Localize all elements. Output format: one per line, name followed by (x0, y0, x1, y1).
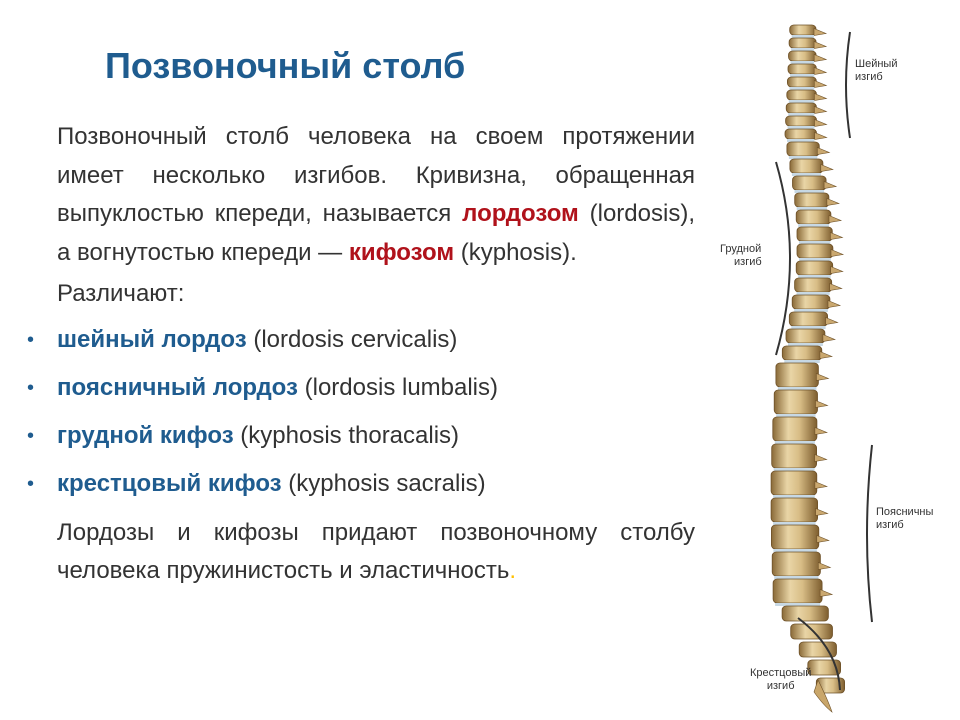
label-cervical: Шейный изгиб (855, 58, 898, 83)
intro-text-1: Позвоночный столб человека на своем протяжении имеет несколько изгибов. Кривизна, обращенная выпуклостью кпереди, называется (57, 123, 695, 227)
list-item (0, 460, 700, 508)
vertebra (790, 159, 823, 173)
page-title: Позвоночный столб (105, 45, 466, 86)
vertebra (773, 417, 817, 441)
vertebra (774, 390, 817, 414)
intervertebral-disc (773, 549, 816, 552)
vertebra-process (816, 401, 828, 408)
intervertebral-disc (792, 173, 821, 176)
intervertebral-disc (788, 113, 814, 116)
vertebra (790, 25, 816, 35)
list-term: крестцовый кифоз (57, 469, 282, 497)
vertebra (789, 312, 827, 326)
vertebra (797, 227, 832, 241)
vertebra (771, 498, 818, 522)
vertebra (796, 210, 831, 224)
vertebra-process (816, 374, 828, 381)
outro-paragraph (57, 514, 695, 591)
vertebra-process (814, 29, 826, 36)
intervertebral-disc (794, 309, 828, 312)
bullet-icon: • (27, 376, 35, 399)
vertebra (782, 606, 828, 621)
intervertebral-disc (774, 468, 815, 471)
vertebra (772, 444, 817, 468)
vertebra-process (814, 107, 826, 114)
intervertebral-disc (799, 258, 831, 261)
distinguish-label: Различают: (57, 280, 185, 307)
intervertebral-disc (773, 522, 816, 525)
vertebra (789, 51, 817, 61)
main-text (0, 118, 700, 591)
list-latin: (lordosis cervicalis) (246, 325, 458, 353)
list-term: шейный лордоз (57, 325, 247, 353)
vertebra-process (816, 509, 828, 516)
vertebra-process (827, 199, 839, 206)
vertebra-process (817, 148, 829, 155)
intervertebral-disc (773, 495, 815, 498)
vertebra (785, 129, 817, 139)
bullet-icon: • (27, 472, 35, 495)
list-latin: (kyphosis thoracalis) (233, 421, 460, 449)
vertebra-process (814, 55, 826, 62)
vertebra-process (815, 482, 827, 489)
intervertebral-disc (795, 190, 825, 193)
vertebra (782, 346, 822, 360)
label-lumbar: Поясничны изгиб (876, 506, 934, 531)
intervertebral-disc (797, 292, 830, 295)
intervertebral-disc (789, 87, 814, 90)
vertebra (795, 278, 832, 292)
list-term: грудной кифоз (57, 421, 234, 449)
list-item (0, 412, 700, 460)
intro-text-3: (kyphosis). (454, 238, 577, 266)
vertebra (789, 38, 816, 48)
outro-text: Лордозы и кифозы придают позвоночному столбу человека пружинистость и эластичность (57, 518, 695, 584)
vertebra-process (820, 352, 832, 359)
vertebra (786, 116, 817, 126)
vertebra (787, 90, 817, 100)
intro-paragraph (57, 118, 695, 272)
intervertebral-disc (775, 603, 820, 606)
vertebra (786, 329, 825, 343)
intervertebral-disc (797, 207, 827, 210)
vertebra-process (830, 284, 842, 291)
intervertebral-disc (799, 241, 830, 244)
vertebra (795, 193, 829, 207)
vertebra (791, 624, 833, 639)
vertebra (793, 176, 827, 190)
vertebra (796, 261, 833, 275)
vertebra (787, 77, 816, 87)
list-term: поясничный лордоз (57, 373, 298, 401)
label-thoracic: Грудной изгиб (720, 243, 762, 268)
term-lordosis: лордозом (462, 200, 579, 227)
bullet-icon: • (27, 328, 35, 351)
vertebra (773, 579, 822, 603)
vertebra-process (814, 81, 826, 88)
intervertebral-disc (798, 224, 829, 227)
vertebra-process (830, 233, 842, 240)
vertebra-process (820, 590, 832, 597)
intervertebral-disc (788, 343, 823, 346)
intro-text-2: (lordosis), а вогнутостью кпереди — (57, 200, 695, 266)
intervertebral-disc (792, 35, 814, 38)
vertebra (776, 363, 819, 387)
vertebra (787, 142, 819, 156)
vertebra-process (817, 536, 829, 543)
intervertebral-disc (788, 126, 815, 129)
vertebra (771, 525, 818, 549)
intervertebral-disc (791, 326, 825, 329)
cervical-bracket (846, 32, 850, 138)
vertebra-process (821, 165, 833, 172)
list-latin: (lordosis lumbalis) (297, 373, 499, 401)
label-sacral: Крестцовый изгиб (750, 667, 812, 692)
thoracic-bracket (776, 162, 790, 355)
vertebra-process (823, 335, 835, 342)
vertebra-process (815, 120, 827, 127)
vertebra-process (815, 133, 827, 140)
intervertebral-disc (776, 414, 815, 417)
vertebra (771, 471, 817, 495)
vertebra (786, 103, 816, 113)
lumbar-bracket (867, 445, 872, 622)
intervertebral-disc (791, 48, 814, 51)
term-kyphosis: кифозом (348, 238, 455, 266)
vertebra-process (818, 563, 830, 570)
vertebra-process (824, 182, 836, 189)
outro-dot: . (509, 557, 517, 584)
intervertebral-disc (778, 387, 817, 390)
vertebra-process (826, 318, 838, 325)
intervertebral-disc (784, 360, 820, 363)
intervertebral-disc (787, 139, 815, 142)
vertebra-process (814, 94, 826, 101)
intervertebral-disc (789, 156, 817, 159)
vertebra (797, 244, 833, 258)
intervertebral-disc (789, 100, 815, 103)
list-item (0, 316, 700, 364)
spine-image (700, 0, 960, 720)
spine-illustration (700, 0, 960, 720)
curves-list (0, 316, 700, 508)
vertebra-process (815, 455, 827, 462)
intervertebral-disc (798, 275, 831, 278)
bullet-icon: • (27, 424, 35, 447)
vertebra-process (829, 216, 841, 223)
vertebra (772, 552, 820, 576)
vertebra-process (814, 42, 826, 49)
vertebra (788, 64, 816, 74)
vertebra-process (815, 428, 827, 435)
vertebra (792, 295, 830, 309)
vertebra-process (814, 68, 826, 75)
intervertebral-disc (790, 74, 814, 77)
vertebra-process (828, 301, 840, 308)
intervertebral-disc (774, 576, 818, 579)
list-latin: (kyphosis sacralis) (281, 469, 486, 497)
list-item (0, 364, 700, 412)
vertebra-process (831, 250, 843, 257)
intervertebral-disc (791, 61, 815, 64)
intervertebral-disc (775, 441, 815, 444)
vertebra-process (831, 267, 843, 274)
